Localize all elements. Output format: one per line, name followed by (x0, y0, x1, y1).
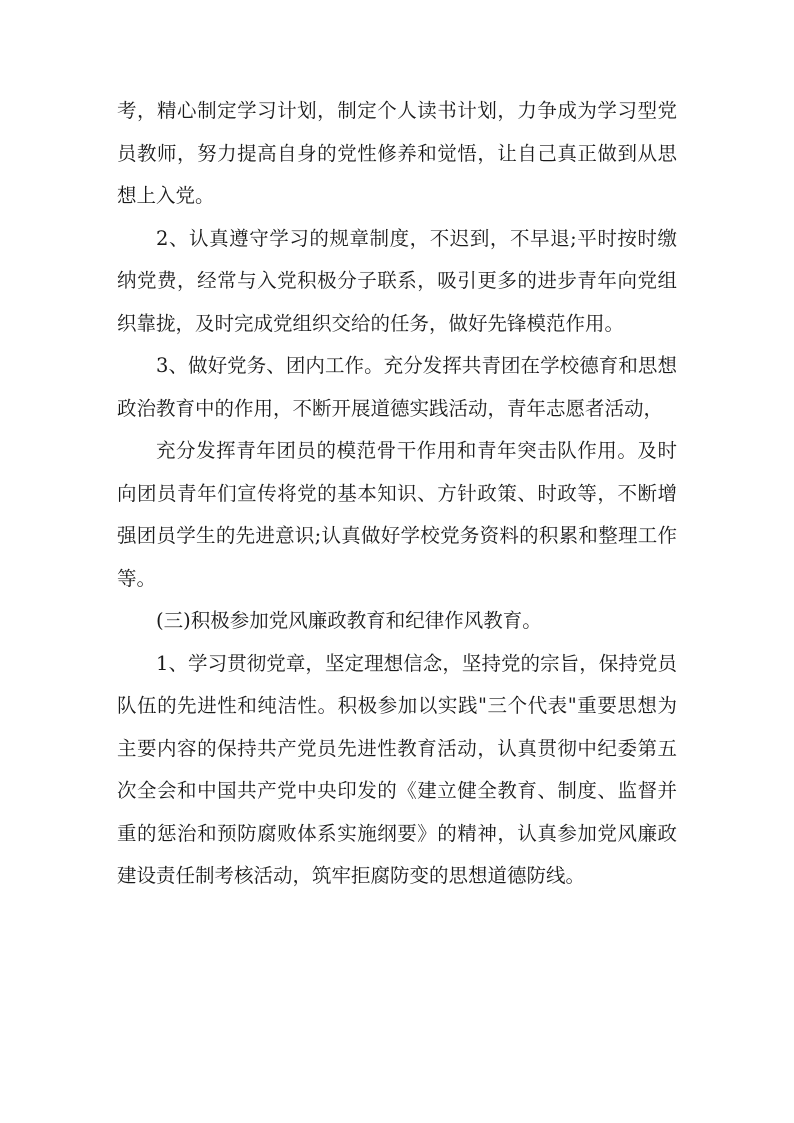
paragraph-item-3-continued: 充分发挥青年团员的模范骨干作用和青年突击队作用。及时向团员青年们宣传将党的基本知识、方针政策、时政等，不断增强团员学生的先进意识;认真做好学校党务资料的积累和整理工作等。 (117, 439, 677, 590)
section-heading-3: (三)积极参加党风廉政教育和纪律作风教育。 (156, 609, 542, 632)
paragraph-continuation: 考，精心制定学习计划，制定个人读书计划，力争成为学习型党员教师，努力提高自身的党性修养和觉悟，让自己真正做到从思想上入党。 (117, 99, 677, 207)
paragraph-item-1: 1、学习贯彻党章，坚定理想信念，坚持党的宗旨，保持党员队伍的先进性和纯洁性。积极参加以实践"三个代表"重要思想为主要内容的保持共产党员先进性教育活动，认真贯彻中纪委第五次全会和中国共产党中央印发的《建立健全教育、制度、监督并重的惩治和预防腐败体系实施纲要》的精神，认真参加党风廉政建设责任制考核活动，筑牢拒腐防变的思想道德防线。 (117, 651, 677, 887)
document-body (117, 90, 677, 898)
paragraph-item-3: 3、做好党务、团内工作。充分发挥共青团在学校德育和思想政治教育中的作用，不断开展道德实践活动，青年志愿者活动， (117, 354, 677, 420)
paragraph-item-2: 2、认真遵守学习的规章制度，不迟到，不早退;平时按时缴纳党费，经常与入党积极分子联系，吸引更多的进步青年向党组织靠拢，及时完成党组织交给的任务，做好先锋模范作用。 (117, 226, 677, 335)
